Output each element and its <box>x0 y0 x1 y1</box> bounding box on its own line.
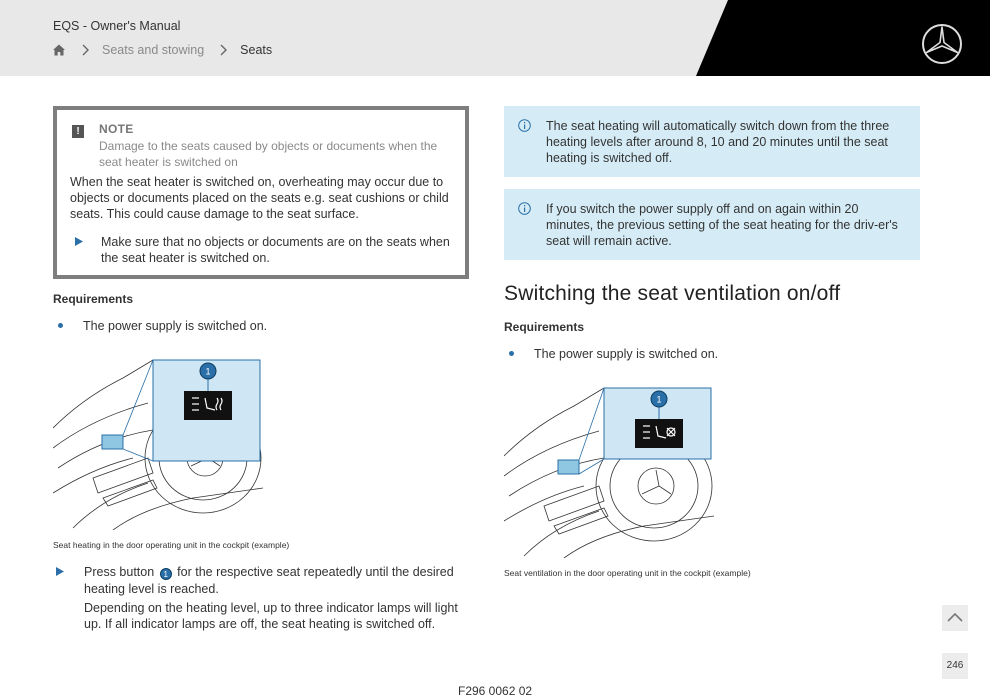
requirement-text: The power supply is switched on. <box>534 347 719 361</box>
mercedes-star-logo <box>921 23 963 65</box>
chevron-right-icon <box>80 44 90 56</box>
requirements-heading: Requirements <box>504 320 585 334</box>
info-icon <box>518 202 531 215</box>
info-text-auto-switch: The seat heating will automatically switch down from the three heating levels after around 8, 10 and 20 minutes until the seat heating is switched off. <box>546 119 890 165</box>
step-arrow-icon <box>75 237 83 246</box>
illustration-marker: 1 <box>656 394 662 405</box>
breadcrumb-seats: Seats <box>240 43 273 57</box>
bullet-icon <box>509 351 514 356</box>
note-box <box>53 106 469 279</box>
seat-heating-illustration <box>53 358 263 530</box>
header-black-panel <box>0 0 990 76</box>
home-icon[interactable] <box>52 43 66 57</box>
breadcrumb <box>52 41 272 59</box>
step-arrow-icon <box>56 567 64 576</box>
note-body: When the seat heater is switched on, overheating may occur due to objects or documents placed on the seats e.g. seat cushions or child seats. This could cause damage to the seat surface. <box>70 175 449 221</box>
requirements-heading: Requirements <box>53 292 134 306</box>
requirement-text: The power supply is switched on. <box>83 319 268 333</box>
step-instruction <box>84 564 474 598</box>
manual-title: EQS - Owner's Manual <box>53 19 181 33</box>
illustration-caption: Seat ventilation in the door operating unit in the cockpit (example) <box>504 568 751 578</box>
chevron-up-icon <box>942 605 968 631</box>
scroll-to-top-button[interactable] <box>942 605 968 631</box>
chevron-right-icon <box>218 44 228 56</box>
button-reference-badge: 1 <box>160 568 172 580</box>
step-text-after: for the respective seat repeatedly until the desired heating level is reached. <box>84 565 454 596</box>
exclamation-icon: ! <box>72 125 84 138</box>
step-text-before: Press button <box>84 565 155 579</box>
note-step: Make sure that no objects or documents are on the seats when the seat heater is switched on. <box>101 235 450 265</box>
info-text-power-supply: If you switch the power supply off and on again within 20 minutes, the previous setting of the seat heating for the driv-er's seat will remain active. <box>546 202 898 248</box>
seat-ventilation-illustration <box>504 386 714 558</box>
info-box-power-supply <box>504 189 920 260</box>
info-icon <box>518 119 531 132</box>
note-subtitle: Damage to the seats caused by objects or documents when the seat heater is switched on <box>99 139 438 169</box>
info-box-auto-switch <box>504 106 920 177</box>
illustration-marker: 1 <box>205 366 211 377</box>
page-number: 246 <box>942 653 968 679</box>
note-title: NOTE <box>99 122 134 136</box>
figure-code: F296 0062 02 <box>458 684 533 698</box>
illustration-caption: Seat heating in the door operating unit in the cockpit (example) <box>53 540 290 550</box>
breadcrumb-seats-and-stowing[interactable]: Seats and stowing <box>102 43 205 57</box>
step-result-text: Depending on the heating level, up to three indicator lamps will light up. If all indicator lamps are off, the seat heating is switched off. <box>84 601 458 631</box>
bullet-icon <box>58 323 63 328</box>
section-title: Switching the seat ventilation on/off <box>504 282 841 305</box>
